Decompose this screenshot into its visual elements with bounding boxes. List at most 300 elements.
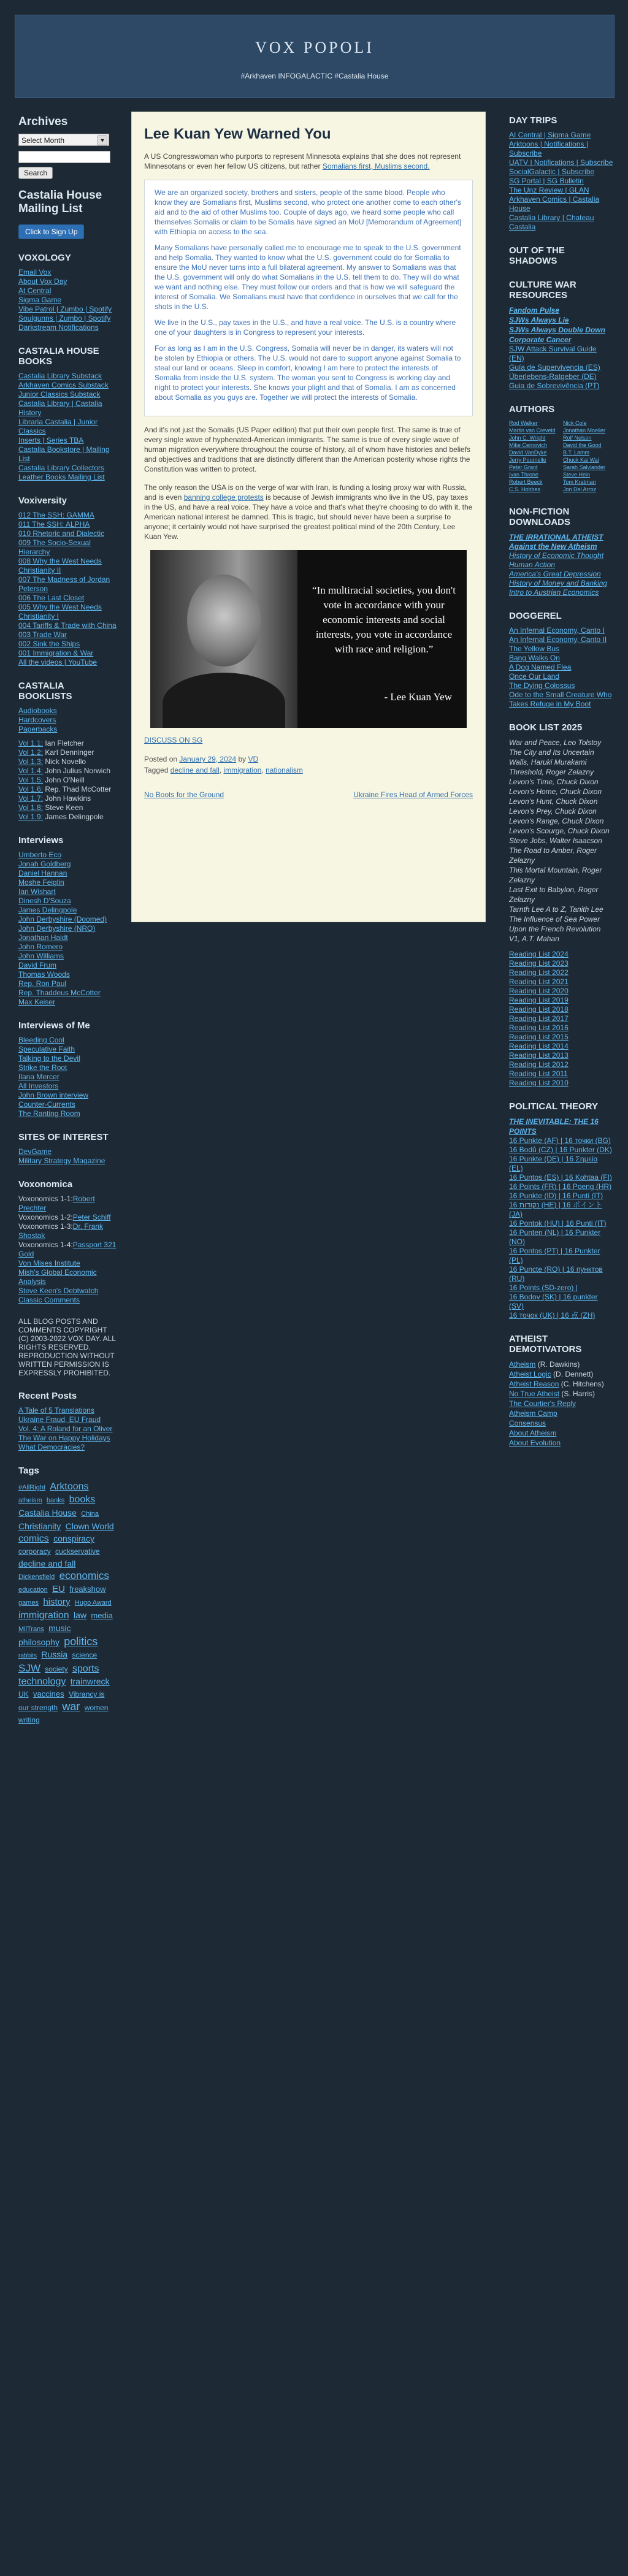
- author-link[interactable]: Nick Cole: [563, 420, 587, 426]
- reading-list-link[interactable]: Reading List 2023: [509, 959, 569, 968]
- voxiversity-link[interactable]: 001 Immigration & War: [18, 649, 94, 657]
- author-link[interactable]: Tom Kratman: [563, 479, 596, 485]
- tag-cloud-link[interactable]: conspiracy: [53, 1534, 95, 1543]
- vol-item-key[interactable]: Vol 1.3:: [18, 757, 44, 766]
- interview-me-link[interactable]: John Brown interview: [18, 1091, 89, 1099]
- theory-link[interactable]: 16 Punkte (DE) | 16 Σημεία (EL): [509, 1155, 598, 1172]
- voxonomica-link[interactable]: Von Mises Institute: [18, 1259, 80, 1267]
- tag-cloud-link[interactable]: philosophy: [18, 1637, 59, 1647]
- interview-link[interactable]: Daniel Hannan: [18, 869, 67, 877]
- site-title[interactable]: VOX POPOLI: [255, 39, 374, 56]
- tag-cloud-link[interactable]: Vibrancy is our strength: [18, 1690, 105, 1712]
- tag-cloud-link[interactable]: economics: [59, 1570, 109, 1581]
- demotivator-item-key[interactable]: About Atheism: [509, 1429, 557, 1437]
- tag-cloud-link[interactable]: science: [72, 1651, 98, 1659]
- voxonomica-item: [18, 1213, 117, 1222]
- archives-select-value: Select Month: [21, 136, 65, 145]
- voxonomica-item-key: Voxonomics 1-2:: [18, 1213, 73, 1221]
- nonfiction-link[interactable]: Against the New Atheism: [509, 542, 597, 551]
- interview-link[interactable]: John Williams: [18, 952, 64, 960]
- culture-featured-link[interactable]: SJWs Always Lie: [509, 316, 569, 324]
- culture-featured-link[interactable]: SJWs Always Double Down: [509, 326, 605, 334]
- sites-list: [18, 1147, 117, 1166]
- interview-link[interactable]: Ian Wishart: [18, 887, 56, 896]
- reading-list-link[interactable]: Reading List 2011: [509, 1069, 568, 1078]
- nonfiction-link[interactable]: History of Economic Thought: [509, 551, 604, 560]
- tag-cloud-link[interactable]: Hugo Award: [74, 1599, 112, 1607]
- recent-posts-heading: Recent Posts: [18, 1391, 77, 1401]
- post-date-link[interactable]: January 29, 2024: [179, 755, 237, 763]
- demotivator-item-key[interactable]: The Courtier's Reply: [509, 1399, 576, 1408]
- theory-link[interactable]: 16 Points (FR) | 16 Poeng (HR): [509, 1182, 612, 1191]
- interview-link[interactable]: Max Keiser: [18, 998, 56, 1006]
- booklist-link[interactable]: Paperbacks: [18, 725, 58, 733]
- interview-link[interactable]: Jonathan Haidt: [18, 933, 68, 942]
- tag-cloud-link[interactable]: politics: [64, 1635, 98, 1648]
- tag-link[interactable]: decline and fall: [170, 766, 220, 774]
- interviews-me-heading: Interviews of Me: [18, 1020, 90, 1031]
- interview-link[interactable]: David Frum: [18, 961, 57, 969]
- culture-heading: CULTURE WAR RESOURCES: [509, 280, 576, 300]
- daytrip-link[interactable]: The Unz Review | GLAN: [509, 186, 589, 194]
- tag-cloud-link[interactable]: SJW: [18, 1662, 40, 1674]
- site-link[interactable]: Military Strategy Magazine: [18, 1156, 105, 1165]
- demotivator-item: [509, 1428, 613, 1438]
- vol-item: [18, 803, 117, 812]
- interviews-list: [18, 850, 117, 1007]
- tag-cloud-link[interactable]: women: [84, 1703, 109, 1712]
- reading-list-link[interactable]: Reading List 2010: [509, 1079, 569, 1087]
- tag-link[interactable]: immigration: [223, 766, 262, 774]
- vol-item-value: Nick Novello: [43, 757, 86, 766]
- booklist-item: Levon's Time, Chuck Dixon: [509, 778, 599, 786]
- daytrip-link[interactable]: Arktoons | Notifications | Subscribe: [509, 140, 588, 158]
- previous-post-link[interactable]: No Boots for the Ground: [144, 790, 224, 799]
- demotivator-item-key[interactable]: Atheism Camp: [509, 1409, 557, 1418]
- demotivator-item-key[interactable]: About Evolution: [509, 1439, 561, 1447]
- vol-item-key[interactable]: Vol 1.7:: [18, 794, 44, 803]
- next-post-link[interactable]: Ukraine Fires Head of Armed Forces: [353, 790, 473, 799]
- voxiversity-link[interactable]: All the videos | YouTube: [18, 658, 98, 667]
- vol-item-key[interactable]: Vol 1.1:: [18, 739, 44, 747]
- books-link[interactable]: Castalia Library Collectors: [18, 464, 105, 472]
- voxiversity-link[interactable]: 004 Tariffs & Trade with China: [18, 621, 117, 630]
- doggerel-link[interactable]: An Infernal Economy, Canto I: [509, 626, 605, 635]
- theory-link[interactable]: 16 Puntos (ES) | 16 Kohtaa (FI): [509, 1173, 612, 1182]
- reading-list-link[interactable]: Reading List 2015: [509, 1033, 569, 1041]
- theory-link[interactable]: 16 נקודות (HE) | 16 ポイント (JA): [509, 1201, 602, 1218]
- search-input[interactable]: [18, 151, 110, 163]
- theory-link[interactable]: 16 Puncte (RO) | 16 пунктов (RU): [509, 1265, 603, 1283]
- books-link[interactable]: Leather Books Mailing List: [18, 473, 105, 481]
- tag-cloud-link[interactable]: EU: [52, 1584, 65, 1594]
- left-sidebar: [18, 115, 117, 1726]
- booklist-item: Levon's Range, Chuck Dixon: [509, 817, 604, 825]
- demotivator-item-key[interactable]: Atheist Logic: [509, 1370, 551, 1378]
- author-link[interactable]: Mike Cernovich: [509, 442, 548, 448]
- tag-cloud-link[interactable]: sports: [72, 1664, 99, 1674]
- voxology-link[interactable]: Email Vox: [18, 268, 52, 277]
- tag-cloud-link[interactable]: corporacy: [18, 1547, 51, 1556]
- daytrip-link[interactable]: Castalia Library | Chateau Castalia: [509, 213, 594, 231]
- daytrip-link[interactable]: UATV | Notifications | Subscribe: [509, 158, 613, 167]
- reading-list-link[interactable]: Reading List 2014: [509, 1042, 569, 1050]
- quote-paragraph: We are an organized society, brothers and sisters, people of the same blood. People who know they are Somalians first, Muslims second, who protect one another come to each other's aid and to the aid of other Muslims too. Couple of days ago, we heard some people who call themselves Somalis or claim to be Somalis have signed an MoU [Memorandum of Agreement] with Ethiopia on access to the sea.: [155, 188, 462, 236]
- interview-link[interactable]: Jonah Goldberg: [18, 860, 71, 868]
- voxonomica-link[interactable]: Mish's Global Economic Analysis: [18, 1268, 97, 1286]
- author-link[interactable]: VD: [248, 755, 259, 763]
- vol-item-value: John Julius Norwich: [43, 766, 111, 775]
- reading-list-link[interactable]: Reading List 2018: [509, 1005, 569, 1014]
- demotivator-item-value: (R. Dawkins): [535, 1360, 580, 1369]
- culture-featured-link[interactable]: Fandom Pulse: [509, 306, 560, 315]
- doggerel-link[interactable]: Bang Walks On: [509, 654, 560, 662]
- booklist-item: Threshold, Roger Zelazny: [509, 768, 594, 776]
- signup-button[interactable]: Click to Sign Up: [18, 224, 84, 239]
- theory-link[interactable]: 16 Pontok (HU) | 16 Punti (IT): [509, 1219, 607, 1228]
- vol-item-key[interactable]: Vol 1.2:: [18, 748, 44, 757]
- tag-cloud-link[interactable]: UK: [18, 1690, 29, 1699]
- vol-item-value: Ian Fletcher: [43, 739, 84, 747]
- tag-cloud-link[interactable]: writing: [18, 1716, 40, 1724]
- interview-me-link[interactable]: Speculative Faith: [18, 1045, 75, 1053]
- voxiversity-link[interactable]: 011 The SSH: ALPHA: [18, 520, 90, 529]
- tag-cloud-link[interactable]: atheism: [18, 1497, 42, 1504]
- post-intro: A US Congresswoman who purports to represent Minnesota explains that she does not represent Minnesotans or even her fellow US citizens, but rather Somalians first, Muslims second.: [144, 152, 461, 170]
- vol-item: [18, 794, 117, 803]
- tag-cloud-link[interactable]: comics: [18, 1534, 49, 1544]
- author-link[interactable]: Jerry Pournelle: [509, 457, 546, 463]
- vols-list: [18, 739, 117, 822]
- vol-item-key[interactable]: Vol 1.9:: [18, 812, 44, 821]
- daytrips-list: [509, 131, 613, 232]
- tag-cloud-link[interactable]: China: [81, 1510, 99, 1518]
- interview-me-link[interactable]: Ilana Mercer: [18, 1072, 59, 1081]
- tag-cloud-link[interactable]: banks: [46, 1497, 65, 1504]
- tag-cloud-link[interactable]: media: [91, 1611, 113, 1620]
- demotivator-item-key[interactable]: Atheist Reason: [509, 1380, 559, 1388]
- interview-link[interactable]: Dinesh D'Souza: [18, 896, 71, 905]
- theory-link[interactable]: 16 точок (UK) | 16 点 (ZH): [509, 1311, 595, 1320]
- search-button[interactable]: Search: [18, 167, 53, 179]
- voxiversity-link[interactable]: 010 Rhetoric and Dialectic: [18, 529, 105, 538]
- author-link[interactable]: David VanDyke: [509, 449, 547, 456]
- lee-kuan-yew-quote-image: [150, 550, 467, 728]
- interview-link[interactable]: Thomas Woods: [18, 970, 70, 979]
- image-quote-author: - Lee Kuan Yew: [384, 691, 452, 703]
- daytrip-link[interactable]: Arkhaven Comics | Castalia House: [509, 195, 600, 213]
- books-link[interactable]: Castalia Bookstore | Mailing List: [18, 445, 110, 463]
- reading-list-link[interactable]: Reading List 2012: [509, 1060, 569, 1069]
- voxiversity-link[interactable]: 012 The SSH: GAMMA: [18, 511, 94, 519]
- site-header: [15, 15, 615, 98]
- tag-cloud-link[interactable]: vaccines: [33, 1689, 64, 1699]
- author-link[interactable]: David the Good: [563, 442, 602, 448]
- demotivator-item-key[interactable]: No True Atheist: [509, 1389, 560, 1398]
- demotivator-item: [509, 1389, 613, 1399]
- author-link[interactable]: Robert Beeck: [509, 479, 543, 485]
- voxiversity-link[interactable]: 007 The Madness of Jordan Peterson: [18, 575, 110, 593]
- tag-cloud-link[interactable]: technology: [18, 1676, 66, 1687]
- tag-cloud-link[interactable]: Christianity: [18, 1521, 61, 1531]
- vol-item: [18, 766, 117, 776]
- interview-me-link[interactable]: Counter-Currents: [18, 1100, 75, 1109]
- nonfiction-list: [509, 532, 613, 597]
- protests-link[interactable]: banning college protests: [183, 493, 264, 502]
- reading-list-link[interactable]: Reading List 2021: [509, 977, 569, 986]
- voxiversity-list: [18, 511, 117, 667]
- archives-select[interactable]: [18, 134, 109, 146]
- discuss-link[interactable]: DISCUSS ON SG: [144, 736, 203, 744]
- interview-link[interactable]: Umberto Eco: [18, 850, 62, 859]
- author-link[interactable]: Peter Grant: [509, 464, 538, 470]
- vol-item: [18, 739, 117, 748]
- intro-link[interactable]: Somalians first, Muslims second.: [322, 162, 430, 170]
- header-tags[interactable]: #Arkhaven INFOGALACTIC #Castalia House: [240, 72, 389, 80]
- books-link[interactable]: Arkhaven Comics Substack: [18, 381, 109, 389]
- interview-me-link[interactable]: Strike the Root: [18, 1063, 67, 1072]
- nonfiction-link[interactable]: History of Money and Banking: [509, 579, 608, 587]
- author-link[interactable]: Jon Del Arroz: [563, 486, 597, 492]
- voxology-link[interactable]: At Central: [18, 286, 52, 295]
- tag-cloud-link[interactable]: decline and fall: [18, 1559, 76, 1569]
- theory-link[interactable]: 16 Punten (NL) | 16 Punkter (NO): [509, 1228, 601, 1246]
- voxonomica-item: [18, 1240, 117, 1259]
- shadows-heading: OUT OF THE SHADOWS: [509, 245, 565, 266]
- author-link[interactable]: Steve Hein: [563, 472, 591, 478]
- daytrip-link[interactable]: SocialGalactic | Subscribe: [509, 167, 595, 176]
- right-sidebar: [509, 115, 613, 1448]
- daytrip-link[interactable]: SG Portal | SG Bulletin: [509, 177, 584, 185]
- booklist-item: War and Peace, Leo Tolstoy: [509, 738, 602, 747]
- reading-list-link[interactable]: Reading List 2020: [509, 987, 569, 995]
- doggerel-list: [509, 626, 613, 709]
- author-link[interactable]: Sarah Salviander: [563, 464, 606, 470]
- tag-cloud-link[interactable]: war: [62, 1700, 80, 1713]
- doggerel-link[interactable]: The Yellow Bus: [509, 644, 560, 653]
- books-link[interactable]: Castalia Library | Castalia History: [18, 399, 102, 417]
- blockquote: [144, 180, 473, 416]
- theory-link[interactable]: 16 Punkte (ID) | 16 Punti (IT): [509, 1191, 603, 1200]
- voxology-link[interactable]: About Vox Day: [18, 277, 67, 286]
- interview-link[interactable]: John Romero: [18, 942, 63, 951]
- quote-paragraph: For as long as I am in the U.S. Congress, Somalia will never be in danger, its waters will not be stolen by Ethiopia or others. The U.S. would not dare to support anyone against Somalia to steal our land or oceans. Sleep in comfort, knowing I am here to protect the interests of Somalia from inside the U.S. system. The woman you sent to Congress is working day and night to protect your interests. She knows your plight and that of Somalia. I am as concerned about Somalia as you guys are. Together we will protect the interests of Somalia.: [155, 344, 461, 402]
- interview-link[interactable]: Rep. Thaddeus McCotter: [18, 988, 101, 997]
- doggerel-link[interactable]: Ode to the Small Creature Who Takes Refuge in My Boot: [509, 690, 612, 708]
- booklist-link[interactable]: Audiobooks: [18, 706, 57, 715]
- tag-cloud-link[interactable]: music: [48, 1623, 71, 1633]
- voxonomica-item: [18, 1222, 117, 1240]
- author-link[interactable]: Rolf Nelson: [563, 435, 592, 441]
- interview-link[interactable]: James Delingpole: [18, 906, 77, 914]
- author-link[interactable]: Martin van Creveld: [509, 427, 556, 434]
- theory-link[interactable]: 16 Punkte (AF) | 16 точки (BG): [509, 1136, 611, 1145]
- booklist-link[interactable]: Hardcovers: [18, 716, 56, 724]
- doggerel-link[interactable]: A Dog Named Flea: [509, 663, 572, 671]
- theory-featured-link[interactable]: THE INEVITABLE: THE 16 POINTS: [509, 1117, 599, 1136]
- tag-cloud-link[interactable]: books: [69, 1494, 96, 1505]
- demotivators-list: [509, 1359, 613, 1448]
- tag-cloud-link[interactable]: MilTrans: [18, 1626, 44, 1633]
- tag-cloud-link[interactable]: education: [18, 1586, 48, 1594]
- theory-link[interactable]: 16 Bodů (CZ) | 16 Punkter (DK): [509, 1145, 612, 1154]
- post-meta: Posted on January 29, 2024 by VD: [144, 755, 259, 763]
- culture-featured-link[interactable]: Corporate Cancer: [509, 335, 572, 344]
- voxiversity-link[interactable]: 006 The Last Closet: [18, 594, 85, 602]
- vol-item-value: Rep. Thad McCotter: [43, 785, 112, 793]
- interview-me-link[interactable]: All Investors: [18, 1082, 59, 1090]
- voxiversity-link[interactable]: 005 Why the West Needs Christianity I: [18, 603, 102, 621]
- interview-link[interactable]: John Derbyshire (Doomed): [18, 915, 107, 923]
- theory-link[interactable]: 16 Bodov (SK) | 16 punkter (SV): [509, 1293, 598, 1310]
- sites-heading: SITES OF INTEREST: [18, 1132, 109, 1142]
- interview-me-link[interactable]: Talking to the Devil: [18, 1054, 80, 1063]
- author-link[interactable]: Jonathan Moeller: [563, 427, 606, 434]
- culture-list: [509, 345, 613, 391]
- voxiversity-link[interactable]: 008 Why the West Needs Christianity II: [18, 557, 102, 575]
- voxiversity-link[interactable]: 009 The Socio-Sexual Hierarchy: [18, 538, 91, 556]
- tag-cloud-link[interactable]: history: [43, 1597, 71, 1607]
- books-link[interactable]: Inserts | Series TBA: [18, 436, 84, 445]
- tag-cloud-link[interactable]: Arktoons: [50, 1481, 89, 1492]
- nonfiction-link[interactable]: Intro to Austrian Economics: [509, 588, 599, 597]
- demotivator-item: [509, 1369, 613, 1379]
- author-link[interactable]: Ivan Throne: [509, 472, 538, 478]
- tag-cloud-link[interactable]: Russia: [41, 1649, 68, 1659]
- interview-link[interactable]: Moshe Feiglin: [18, 878, 64, 887]
- interview-link[interactable]: John Derbyshire (NRO): [18, 924, 96, 933]
- tag-cloud-link[interactable]: immigration: [18, 1610, 69, 1621]
- voxonomica-link[interactable]: Steve Keen's Debtwatch: [18, 1286, 99, 1295]
- books-link[interactable]: Libraria Castalia | Junior Classics: [18, 418, 98, 435]
- vol-item-value: John O'Neill: [43, 776, 85, 784]
- vol-item-key[interactable]: Vol 1.6:: [18, 785, 44, 793]
- voxology-link[interactable]: Darkstream Notifications: [18, 323, 99, 332]
- demotivator-item-key[interactable]: Consensus: [509, 1419, 546, 1428]
- tags-heading: Tags: [18, 1466, 39, 1476]
- voxonomica-item-value[interactable]: Robert Prechter: [18, 1194, 95, 1212]
- interview-me-link[interactable]: Bleeding Cool: [18, 1036, 64, 1044]
- post-navigation: [144, 790, 473, 803]
- vol-item: [18, 812, 117, 822]
- tag-cloud-link[interactable]: Castalia House: [18, 1508, 77, 1518]
- voxology-link[interactable]: Sigma Game: [18, 296, 62, 304]
- theory-heading: POLITICAL THEORY: [509, 1101, 599, 1112]
- theory-link[interactable]: 16 Points (SD-zero) |: [509, 1283, 578, 1292]
- tag-cloud-link[interactable]: rabbits: [18, 1653, 37, 1659]
- culture-link[interactable]: SJW Attack Survival Guide (EN): [509, 345, 597, 362]
- reading-list-link[interactable]: Reading List 2022: [509, 968, 569, 977]
- tag-cloud-link[interactable]: games: [18, 1599, 39, 1607]
- theory-link[interactable]: 16 Pontos (PT) | 16 Punkter (PL): [509, 1247, 600, 1264]
- books-link[interactable]: Castalia Library Substack: [18, 372, 102, 380]
- author-link[interactable]: John C. Wright: [509, 435, 546, 441]
- recent-post-link[interactable]: Ukraine Fraud, EU Fraud: [18, 1415, 101, 1424]
- site-link[interactable]: DevGame: [18, 1147, 52, 1156]
- doggerel-link[interactable]: An Infernal Economy, Canto II: [509, 635, 607, 644]
- voxonomica-item-value[interactable]: Peter Schiff: [72, 1213, 111, 1221]
- nonfiction-link[interactable]: THE IRRATIONAL ATHEIST: [509, 533, 603, 541]
- tag-cloud-link[interactable]: law: [74, 1610, 87, 1620]
- author-link[interactable]: Chuck Kai Wai: [563, 457, 599, 463]
- nonfiction-link[interactable]: America's Great Depression: [509, 570, 601, 578]
- reading-list-link[interactable]: Reading List 2013: [509, 1051, 569, 1060]
- tag-cloud-link[interactable]: Dickensfield: [18, 1573, 55, 1581]
- voxology-link[interactable]: Vibe Patrol | Zumbo | Spotify: [18, 305, 112, 313]
- voxology-link[interactable]: Soulgunns | Zumbo | Spotify: [18, 314, 111, 323]
- voxonomica-link[interactable]: Classic Comments: [18, 1296, 80, 1304]
- demotivator-item-key[interactable]: Atheism: [509, 1360, 536, 1369]
- author-link[interactable]: B.T. Lamm: [563, 449, 590, 456]
- recent-post-link[interactable]: The War on Happy Holidays: [18, 1434, 110, 1442]
- booklists-list: [18, 706, 117, 734]
- author-link[interactable]: C.S. Hobbes: [509, 486, 541, 492]
- booklist-item: Levon's Hunt, Chuck Dixon: [509, 797, 598, 806]
- voxiversity-link[interactable]: 003 Trade War: [18, 630, 67, 639]
- tag-cloud-link[interactable]: cuckservative: [55, 1547, 100, 1556]
- vol-item-key[interactable]: Vol 1.5:: [18, 776, 44, 784]
- tag-cloud-link[interactable]: freakshow: [69, 1584, 106, 1594]
- tag-cloud-link[interactable]: society: [45, 1665, 68, 1673]
- recent-post-link[interactable]: A Tale of 5 Translations: [18, 1406, 94, 1415]
- tag-cloud: [18, 1481, 117, 1726]
- culture-link[interactable]: Guia de Sobrevivência (PT): [509, 381, 600, 390]
- voxonomica-item-key: Voxonomics 1-1:: [18, 1194, 73, 1203]
- tag-cloud-link[interactable]: trainwreck: [70, 1676, 110, 1686]
- author-link[interactable]: Rod Walker: [509, 420, 538, 426]
- post-title[interactable]: Lee Kuan Yew Warned You: [144, 126, 331, 142]
- vol-item-value: Steve Keen: [43, 803, 83, 812]
- tag-cloud-link[interactable]: Clown World: [65, 1521, 114, 1531]
- doggerel-link[interactable]: The Dying Colossus: [509, 681, 575, 690]
- recent-post-link[interactable]: What Democracies?: [18, 1443, 85, 1451]
- tag-link[interactable]: nationalism: [266, 766, 303, 774]
- vol-item-key[interactable]: Vol 1.8:: [18, 803, 44, 812]
- reading-list-link[interactable]: Reading List 2017: [509, 1014, 569, 1023]
- reading-list-link[interactable]: Reading List 2024: [509, 950, 569, 958]
- nonfiction-link[interactable]: Human Action: [509, 560, 555, 569]
- voxonomica-item-value[interactable]: Passport 321 Gold: [18, 1240, 117, 1258]
- culture-link[interactable]: Guía de Supervivencia (ES): [509, 363, 600, 372]
- post-tags: Tagged decline and fall, immigration, nationalism: [144, 766, 303, 774]
- demotivator-item: [509, 1359, 613, 1369]
- authors-heading: AUTHORS: [509, 404, 555, 415]
- recent-post-link[interactable]: Vol. 4: A Roland for an Oliver: [18, 1424, 113, 1433]
- booklist-item: Tarnth Lee A to Z, Tanith Lee: [509, 905, 603, 914]
- tag-cloud-link[interactable]: #AllRight: [18, 1484, 46, 1491]
- reading-list-link[interactable]: Reading List 2016: [509, 1023, 569, 1032]
- booklist-item: Levon's Prey, Chuck Dixon: [509, 807, 597, 816]
- recent-posts-list: [18, 1406, 117, 1452]
- vol-item: [18, 757, 117, 766]
- interview-me-link[interactable]: The Ranting Room: [18, 1109, 80, 1118]
- vol-item-key[interactable]: Vol 1.4:: [18, 766, 44, 775]
- portrait-photo: [150, 550, 297, 728]
- theory-list: [509, 1136, 613, 1320]
- interview-link[interactable]: Rep. Ron Paul: [18, 979, 67, 988]
- reading-list-link[interactable]: Reading List 2019: [509, 996, 569, 1004]
- culture-link[interactable]: Überlebens-Ratgeber (DE): [509, 372, 597, 381]
- books-link[interactable]: Junior Classics Substack: [18, 390, 101, 399]
- voxiversity-link[interactable]: 002 Sink the Ships: [18, 640, 80, 648]
- voxonomica-item-value[interactable]: Dr. Frank Shostak: [18, 1222, 104, 1240]
- books-heading: CASTALIA HOUSE BOOKS: [18, 346, 99, 367]
- daytrip-link[interactable]: AI Central | Sigma Game: [509, 131, 591, 139]
- voxonomica-item: [18, 1194, 117, 1213]
- doggerel-link[interactable]: Once Our Land: [509, 672, 560, 681]
- reading-lists: [509, 950, 613, 1088]
- voxonomica-heading: Voxonomica: [18, 1179, 73, 1190]
